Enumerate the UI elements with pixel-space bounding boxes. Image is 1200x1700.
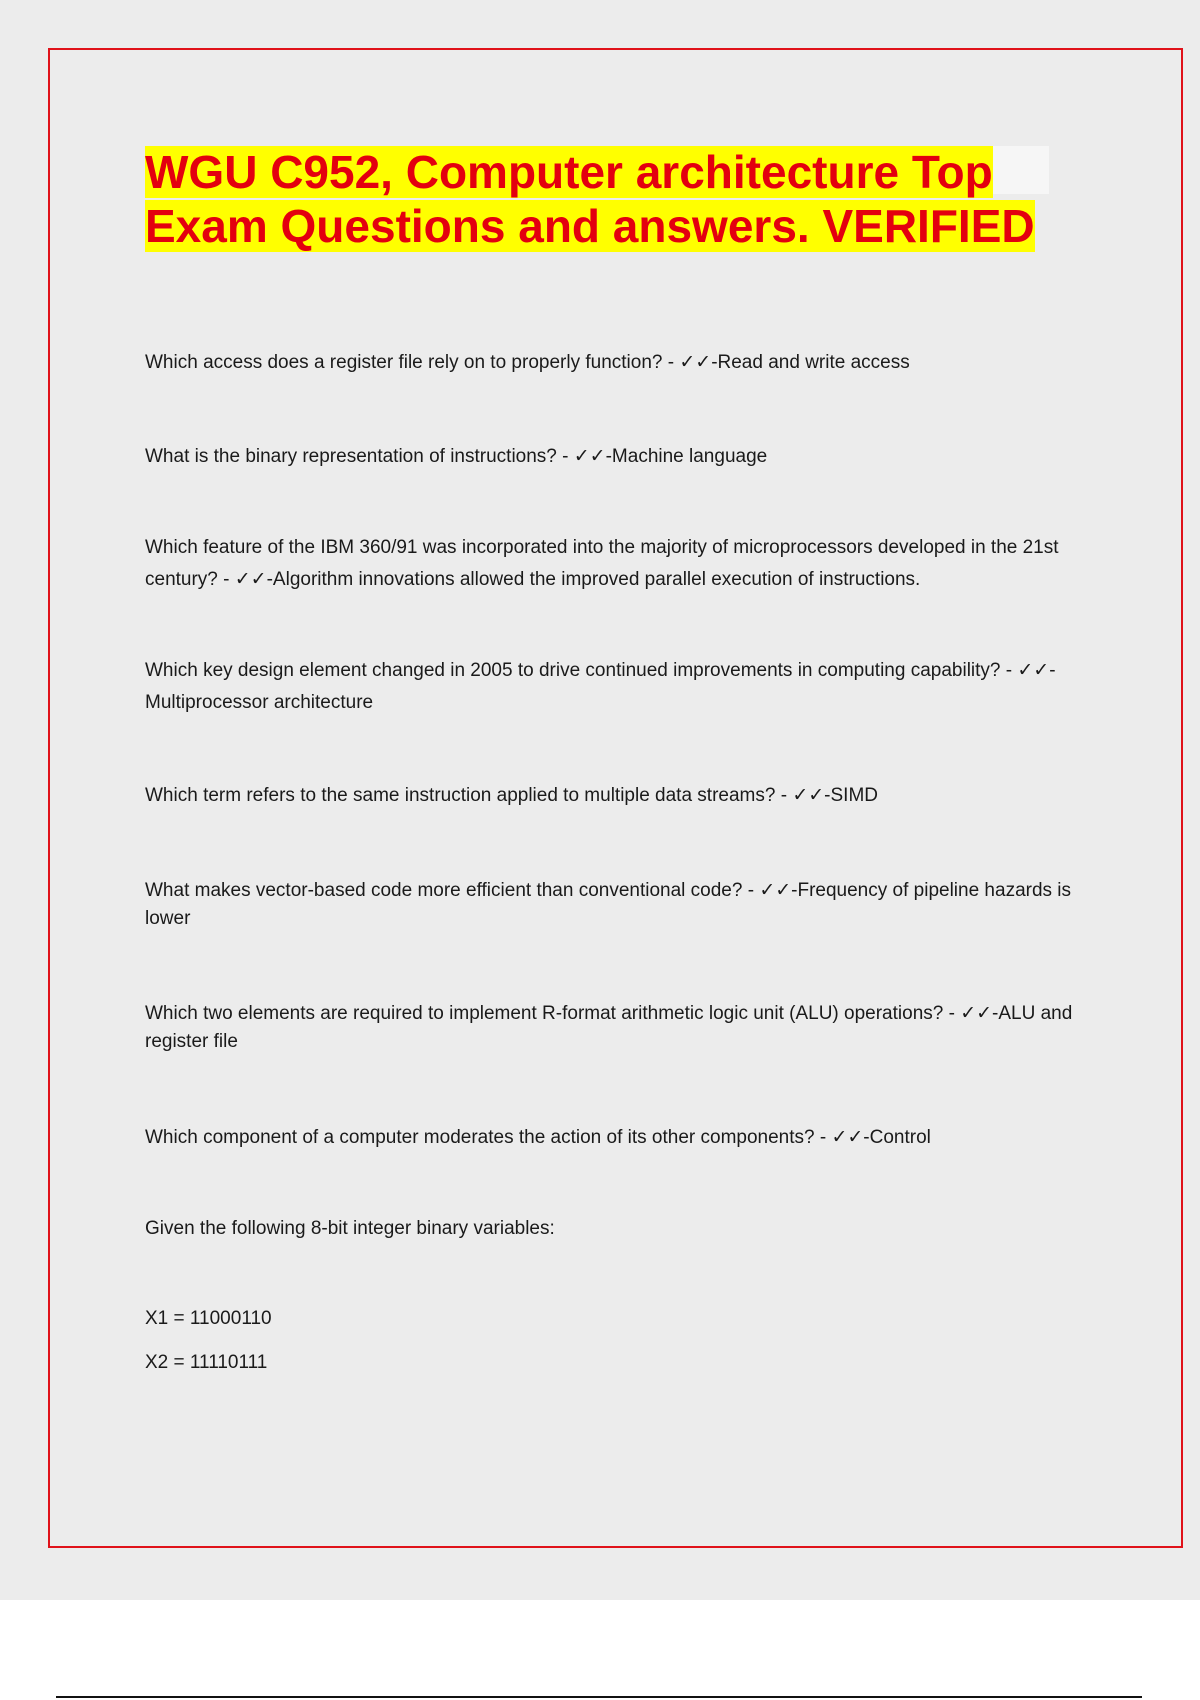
qa-item-9: Given the following 8-bit integer binary variables: [145, 1218, 555, 1239]
binary-variable-x2: X2 = 11110111 [145, 1352, 268, 1373]
bottom-divider [56, 1696, 1142, 1698]
qa-item-2: What is the binary representation of instructions? - ✓✓-Machine language [145, 446, 768, 467]
title-highlight-gap [993, 146, 1049, 194]
qa-item-3: Which feature of the IBM 360/91 was incorporated into the majority of microprocessors developed in the 21st century? - ✓✓-Algorithm innovations allowed the improved parallel execution of instructions. [145, 537, 1059, 590]
title-line-2: Exam Questions and answers. VERIFIED [145, 200, 1035, 252]
qa-item-1: Which access does a register file rely on to properly function? - ✓✓-Read and write access [145, 352, 910, 373]
binary-variable-x1: X1 = 11000110 [145, 1308, 272, 1329]
qa-item-4: Which key design element changed in 2005 to drive continued improvements in computing capability? - ✓✓-Multiprocessor architecture [145, 660, 1056, 713]
qa-item-8: Which component of a computer moderates the action of its other components? - ✓✓-Control [145, 1127, 931, 1148]
document-title [145, 145, 1095, 253]
qa-item-5: Which term refers to the same instruction applied to multiple data streams? - ✓✓-SIMD [145, 785, 878, 806]
qa-item-6: What makes vector-based code more efficient than conventional code? - ✓✓-Frequency of pipeline hazards is lower [145, 880, 1072, 929]
title-line-1: WGU C952, Computer architecture Top [145, 146, 993, 198]
qa-item-7: Which two elements are required to implement R-format arithmetic logic unit (ALU) operations? - ✓✓-ALU and register file [145, 1003, 1073, 1052]
